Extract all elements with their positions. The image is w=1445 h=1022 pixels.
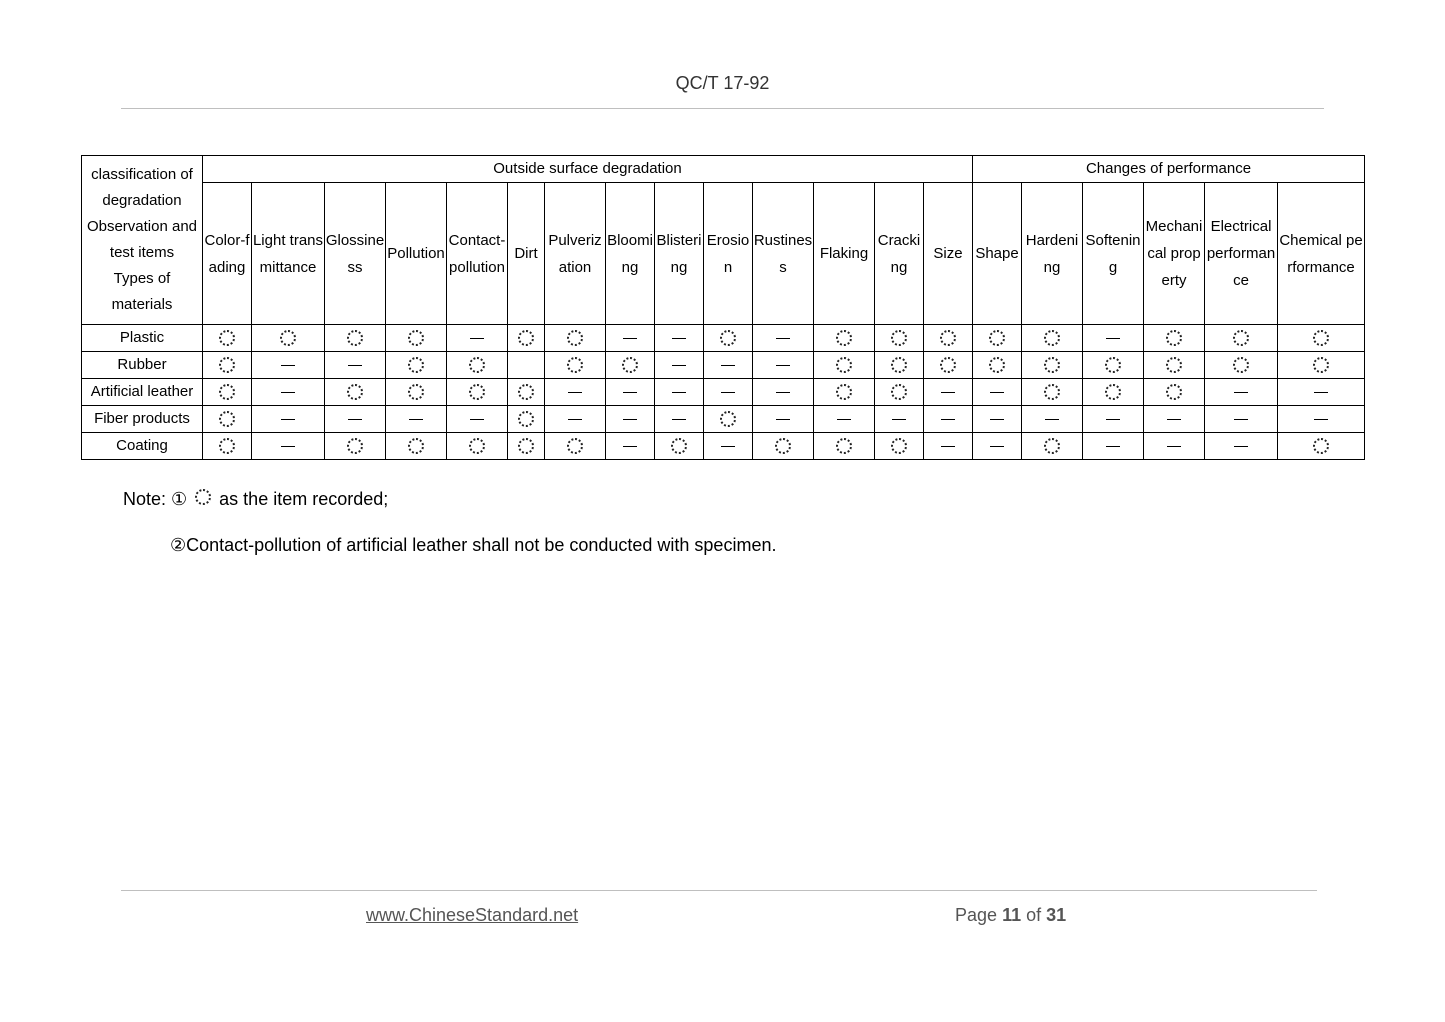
dash-mark-icon — [1106, 338, 1120, 339]
circle-mark-icon — [940, 330, 956, 346]
circle-mark-icon — [1044, 357, 1060, 373]
mark-cell — [1278, 406, 1365, 433]
circle-mark-icon — [469, 438, 485, 454]
mark-cell — [753, 325, 814, 352]
circle-mark-icon — [219, 411, 235, 427]
circle-mark-icon — [989, 357, 1005, 373]
mark-cell — [1144, 325, 1205, 352]
mark-cell — [203, 352, 252, 379]
dash-mark-icon — [470, 338, 484, 339]
mark-cell — [1205, 379, 1278, 406]
dash-mark-icon — [623, 419, 637, 420]
circle-mark-icon — [219, 384, 235, 400]
dash-mark-icon — [568, 419, 582, 420]
mark-cell — [973, 433, 1022, 460]
dash-mark-icon — [990, 392, 1004, 393]
column-header: Rustiness — [753, 183, 814, 325]
mark-cell — [545, 352, 606, 379]
mark-cell — [386, 406, 447, 433]
mark-cell — [1144, 352, 1205, 379]
page-prefix: Page — [955, 905, 998, 925]
corner-label-line: Observation and — [86, 218, 198, 235]
circle-mark-icon — [891, 357, 907, 373]
mark-cell — [447, 433, 508, 460]
column-header: Dirt — [508, 183, 545, 325]
table-row — [82, 406, 1365, 433]
footer-website-link[interactable]: www.ChineseStandard.net — [366, 905, 579, 925]
circle-mark-icon — [280, 330, 296, 346]
mark-cell — [1144, 433, 1205, 460]
column-header: Blistering — [655, 183, 704, 325]
note-2: ②Contact-pollution of artificial leather shall not be conducted with specimen. — [170, 535, 777, 555]
group-outside-surface-degradation: Outside surface degradation — [203, 156, 973, 183]
column-header: Pulverization — [545, 183, 606, 325]
circle-mark-icon — [1313, 357, 1329, 373]
circle-mark-icon — [891, 330, 907, 346]
mark-cell — [1205, 325, 1278, 352]
dash-mark-icon — [941, 392, 955, 393]
circle-mark-icon — [622, 357, 638, 373]
table-row — [82, 325, 1365, 352]
mark-cell — [252, 379, 325, 406]
mark-cell — [606, 406, 655, 433]
corner-label-line: materials — [111, 296, 173, 313]
document-header-title: QC/T 17-92 — [675, 73, 770, 93]
circle-mark-icon — [518, 330, 534, 346]
mark-cell — [924, 379, 973, 406]
circle-mark-icon — [347, 330, 363, 346]
column-header-row — [82, 183, 1365, 325]
mark-cell — [1144, 379, 1205, 406]
circle-mark-icon — [195, 489, 211, 505]
mark-cell — [545, 433, 606, 460]
dash-mark-icon — [941, 446, 955, 447]
circle-mark-icon — [1044, 330, 1060, 346]
circle-mark-icon — [219, 357, 235, 373]
circle-mark-icon — [1044, 384, 1060, 400]
circle-mark-icon — [720, 411, 736, 427]
mark-cell — [1144, 406, 1205, 433]
dash-mark-icon — [1045, 419, 1059, 420]
footer-page-number — [955, 905, 1066, 926]
mark-cell — [386, 379, 447, 406]
note-1 — [123, 489, 388, 511]
mark-cell — [704, 433, 753, 460]
dash-mark-icon — [1234, 419, 1248, 420]
mark-cell — [508, 379, 545, 406]
material-cell: Plastic — [82, 325, 203, 352]
mark-cell — [814, 325, 875, 352]
mark-cell — [973, 325, 1022, 352]
corner-label-line: classification of — [91, 166, 193, 183]
circle-mark-icon — [347, 384, 363, 400]
mark-cell — [704, 406, 753, 433]
mark-cell — [924, 433, 973, 460]
mark-cell — [1205, 406, 1278, 433]
dash-mark-icon — [672, 365, 686, 366]
circle-mark-icon — [219, 438, 235, 454]
column-header: Blooming — [606, 183, 655, 325]
circle-mark-icon — [891, 438, 907, 454]
dash-mark-icon — [672, 338, 686, 339]
mark-cell — [545, 379, 606, 406]
circle-mark-icon — [891, 384, 907, 400]
mark-cell — [1022, 433, 1083, 460]
mark-cell — [1083, 433, 1144, 460]
mark-cell — [1205, 433, 1278, 460]
column-header: Chemical performance — [1278, 183, 1365, 325]
mark-cell — [203, 406, 252, 433]
circle-mark-icon — [567, 330, 583, 346]
circle-mark-icon — [408, 357, 424, 373]
dash-mark-icon — [281, 419, 295, 420]
mark-cell — [753, 352, 814, 379]
mark-cell — [1278, 433, 1365, 460]
mark-cell — [325, 325, 386, 352]
footer-rule — [121, 890, 1317, 891]
column-header: Contact-pollution — [447, 183, 508, 325]
dash-mark-icon — [623, 446, 637, 447]
circle-mark-icon — [567, 357, 583, 373]
dash-mark-icon — [776, 338, 790, 339]
mark-cell — [1278, 325, 1365, 352]
mark-cell — [924, 352, 973, 379]
mark-cell — [606, 325, 655, 352]
circle-mark-icon — [518, 384, 534, 400]
circle-mark-icon — [1233, 330, 1249, 346]
mark-cell — [545, 325, 606, 352]
circle-mark-icon — [836, 384, 852, 400]
column-header: Pollution — [386, 183, 447, 325]
mark-cell — [606, 379, 655, 406]
dash-mark-icon — [776, 392, 790, 393]
mark-cell — [203, 325, 252, 352]
dash-mark-icon — [470, 419, 484, 420]
dash-mark-icon — [1234, 446, 1248, 447]
mark-cell — [447, 352, 508, 379]
dash-mark-icon — [348, 365, 362, 366]
page-of: of — [1026, 905, 1042, 925]
circle-mark-icon — [518, 411, 534, 427]
mark-cell — [1083, 352, 1144, 379]
mark-cell — [386, 352, 447, 379]
circle-mark-icon — [1313, 330, 1329, 346]
page-current: 11 — [1002, 905, 1022, 925]
mark-cell — [753, 433, 814, 460]
circle-mark-icon — [469, 384, 485, 400]
circle-mark-icon — [989, 330, 1005, 346]
mark-cell — [386, 325, 447, 352]
mark-cell — [704, 379, 753, 406]
mark-cell — [508, 406, 545, 433]
mark-cell — [924, 406, 973, 433]
dash-mark-icon — [1234, 392, 1248, 393]
mark-cell — [1083, 325, 1144, 352]
mark-cell — [325, 379, 386, 406]
circle-mark-icon — [219, 330, 235, 346]
corner-label-line: Types of — [113, 270, 171, 287]
dash-mark-icon — [721, 392, 735, 393]
mark-cell — [1022, 352, 1083, 379]
mark-cell — [252, 352, 325, 379]
dash-mark-icon — [1106, 446, 1120, 447]
column-header: Softening — [1083, 183, 1144, 325]
circle-mark-icon — [1166, 384, 1182, 400]
circle-mark-icon — [1105, 384, 1121, 400]
column-header: Mechanical property — [1144, 183, 1205, 325]
dash-mark-icon — [990, 419, 1004, 420]
mark-cell — [325, 433, 386, 460]
column-header: Flaking — [814, 183, 875, 325]
column-header: Glossiness — [325, 183, 386, 325]
circle-mark-icon — [775, 438, 791, 454]
mark-cell — [814, 406, 875, 433]
mark-cell — [606, 433, 655, 460]
mark-cell — [753, 406, 814, 433]
material-cell: Fiber products — [82, 406, 203, 433]
column-header: Light transmittance — [252, 183, 325, 325]
mark-cell — [973, 406, 1022, 433]
column-header: Erosion — [704, 183, 753, 325]
mark-cell — [203, 379, 252, 406]
mark-cell — [1083, 406, 1144, 433]
mark-cell — [447, 325, 508, 352]
mark-cell — [875, 406, 924, 433]
mark-cell — [704, 325, 753, 352]
group-header-row — [82, 156, 1365, 183]
circle-mark-icon — [671, 438, 687, 454]
mark-cell — [924, 325, 973, 352]
mark-cell — [814, 379, 875, 406]
dash-mark-icon — [281, 446, 295, 447]
dash-mark-icon — [409, 419, 423, 420]
column-header: Cracking — [875, 183, 924, 325]
mark-cell — [325, 352, 386, 379]
dash-mark-icon — [990, 446, 1004, 447]
dash-mark-icon — [1314, 392, 1328, 393]
mark-cell — [655, 406, 704, 433]
circle-mark-icon — [1105, 357, 1121, 373]
dash-mark-icon — [892, 419, 906, 420]
mark-cell — [753, 379, 814, 406]
corner-label-line: degradation — [102, 192, 182, 209]
dash-mark-icon — [721, 365, 735, 366]
corner-header-cell — [82, 156, 203, 325]
dash-mark-icon — [1314, 419, 1328, 420]
dash-mark-icon — [568, 392, 582, 393]
circle-mark-icon — [408, 330, 424, 346]
mark-cell — [386, 433, 447, 460]
dash-mark-icon — [776, 419, 790, 420]
dash-mark-icon — [348, 419, 362, 420]
mark-cell — [973, 352, 1022, 379]
mark-cell — [447, 406, 508, 433]
table-row — [82, 379, 1365, 406]
table-row — [82, 433, 1365, 460]
mark-cell — [973, 379, 1022, 406]
dash-mark-icon — [721, 446, 735, 447]
mark-cell — [1022, 406, 1083, 433]
circle-mark-icon — [408, 438, 424, 454]
dash-mark-icon — [1106, 419, 1120, 420]
mark-cell — [875, 352, 924, 379]
dash-mark-icon — [941, 419, 955, 420]
dash-mark-icon — [623, 338, 637, 339]
circle-mark-icon — [347, 438, 363, 454]
circle-mark-icon — [518, 438, 534, 454]
mark-cell — [875, 325, 924, 352]
circle-mark-icon — [1313, 438, 1329, 454]
mark-cell — [508, 325, 545, 352]
mark-cell — [508, 433, 545, 460]
page-total: 31 — [1046, 905, 1067, 925]
dash-mark-icon — [776, 365, 790, 366]
dash-mark-icon — [281, 392, 295, 393]
mark-cell — [1278, 352, 1365, 379]
mark-cell — [655, 352, 704, 379]
circle-mark-icon — [836, 357, 852, 373]
mark-cell — [508, 352, 545, 379]
mark-cell — [814, 352, 875, 379]
mark-cell — [1278, 379, 1365, 406]
mark-cell — [545, 406, 606, 433]
mark-cell — [655, 379, 704, 406]
degradation-table — [81, 155, 1365, 460]
circle-mark-icon — [836, 330, 852, 346]
dash-mark-icon — [837, 419, 851, 420]
circle-mark-icon — [1166, 357, 1182, 373]
column-header: Electrical performance — [1205, 183, 1278, 325]
circle-mark-icon — [408, 384, 424, 400]
circle-mark-icon — [1166, 330, 1182, 346]
circle-mark-icon — [720, 330, 736, 346]
mark-cell — [447, 379, 508, 406]
material-cell: Artificial leather — [82, 379, 203, 406]
mark-cell — [606, 352, 655, 379]
mark-cell — [655, 433, 704, 460]
dash-mark-icon — [1167, 419, 1181, 420]
dash-mark-icon — [672, 392, 686, 393]
column-header: Hardening — [1022, 183, 1083, 325]
header-rule — [121, 108, 1324, 109]
mark-cell — [814, 433, 875, 460]
circle-mark-icon — [1233, 357, 1249, 373]
mark-cell — [1083, 379, 1144, 406]
column-header: Size — [924, 183, 973, 325]
corner-label-line: test items — [109, 244, 175, 261]
mark-cell — [203, 433, 252, 460]
note-1-prefix: Note: ① — [123, 489, 188, 509]
mark-cell — [325, 406, 386, 433]
mark-cell — [875, 379, 924, 406]
circle-mark-icon — [1044, 438, 1060, 454]
mark-cell — [655, 325, 704, 352]
note-1-suffix: as the item recorded; — [219, 489, 389, 509]
mark-cell — [252, 433, 325, 460]
column-header: Color-fading — [203, 183, 252, 325]
circle-mark-icon — [940, 357, 956, 373]
dash-mark-icon — [1167, 446, 1181, 447]
table-row — [82, 352, 1365, 379]
circle-mark-icon — [469, 357, 485, 373]
dash-mark-icon — [623, 392, 637, 393]
mark-cell — [875, 433, 924, 460]
group-changes-of-performance: Changes of performance — [973, 156, 1365, 183]
mark-cell — [252, 325, 325, 352]
dash-mark-icon — [281, 365, 295, 366]
mark-cell — [1022, 379, 1083, 406]
column-header: Shape — [973, 183, 1022, 325]
mark-cell — [252, 406, 325, 433]
material-cell: Rubber — [82, 352, 203, 379]
material-cell: Coating — [82, 433, 203, 460]
mark-cell — [1205, 352, 1278, 379]
mark-cell — [704, 352, 753, 379]
circle-mark-icon — [836, 438, 852, 454]
circle-mark-icon — [567, 438, 583, 454]
mark-cell — [1022, 325, 1083, 352]
dash-mark-icon — [672, 419, 686, 420]
